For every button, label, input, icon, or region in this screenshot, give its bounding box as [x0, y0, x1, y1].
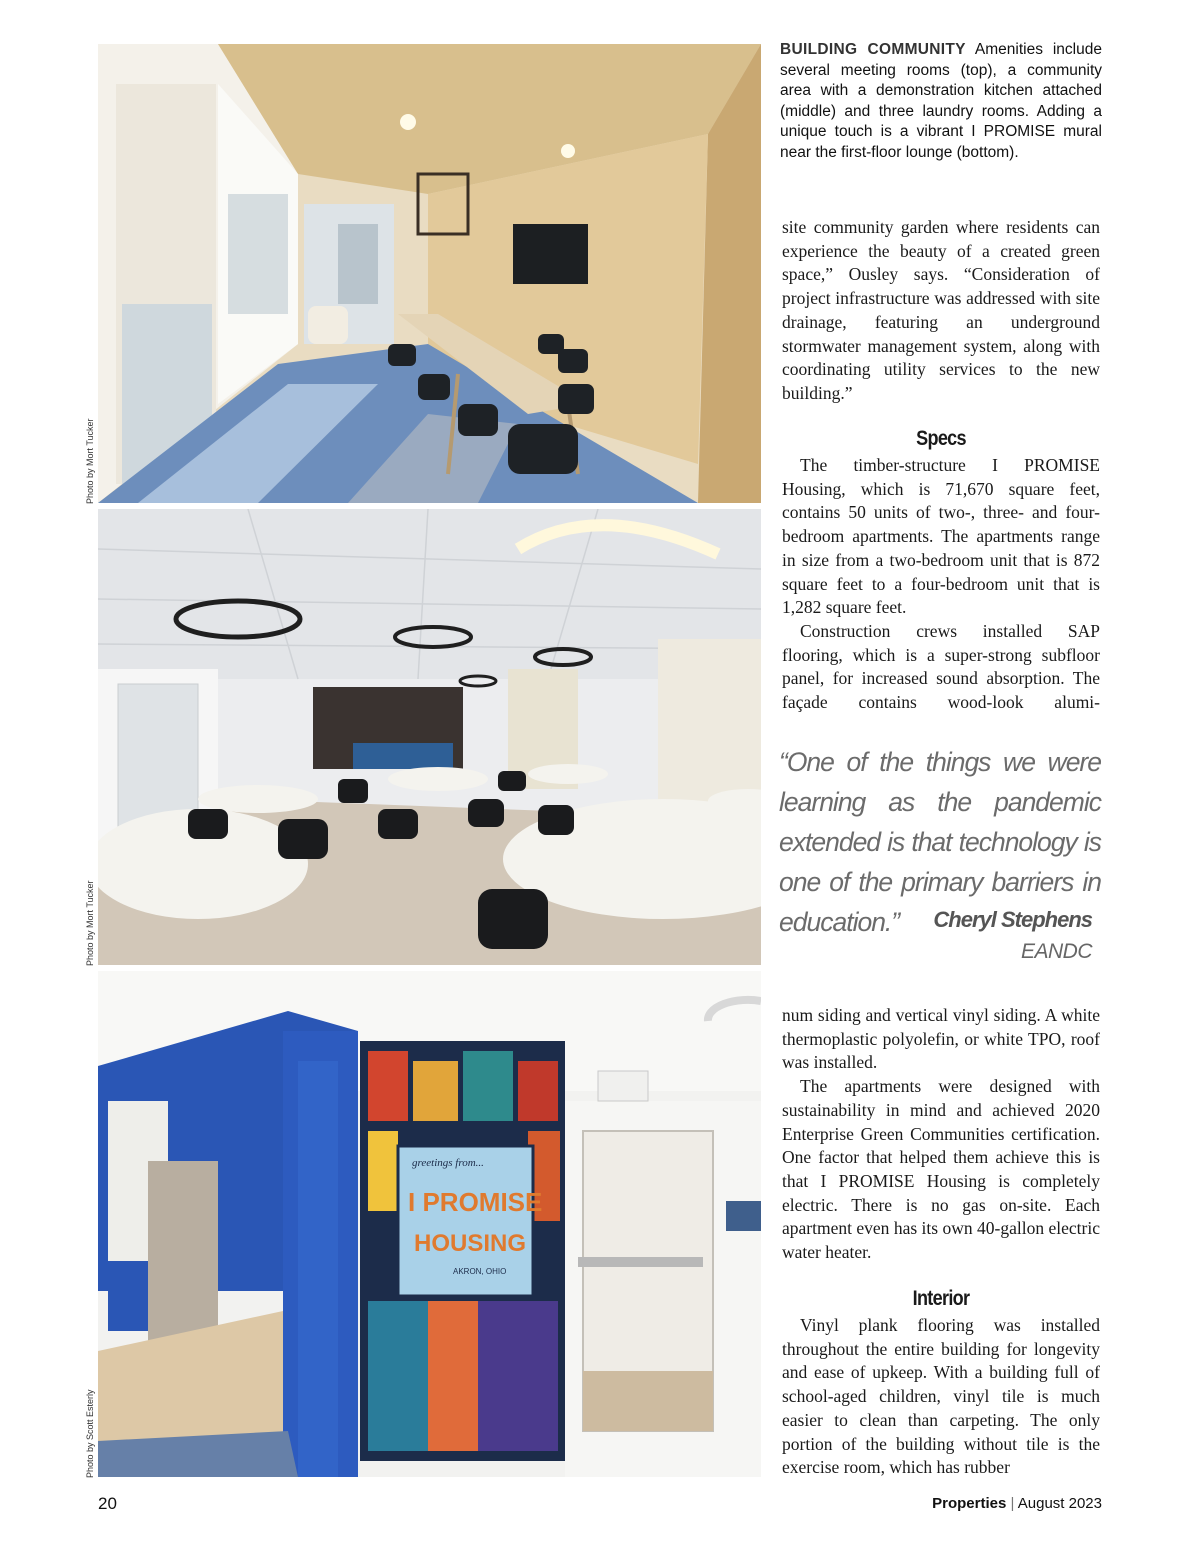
photo-mural [98, 971, 761, 1477]
section-heading-interior: Interior [912, 1287, 970, 1310]
article-block-1 [782, 216, 1100, 406]
photo-credit-1: Photo by Mort Tucker [85, 418, 95, 504]
page-number: 20 [98, 1494, 117, 1513]
photo-meeting-room [98, 44, 761, 503]
paragraph: Construction crews installed SAP flooring, which is a super-strong subfloor panel, for increased sound absorption. The façade contains wood-look alumi- [782, 620, 1100, 713]
pull-quote-attribution-name: Cheryl Stephens [933, 907, 1092, 932]
publication-name: Properties [932, 1495, 1007, 1512]
section-heading-specs: Specs [916, 427, 966, 450]
caption-text: Amenities include several meeting rooms (top), a community area with a demonstration kitchen attached (middle) and three laundry rooms. Adding a unique touch is a vibrant I PROMISE mural near the first-floor lounge (bottom). [780, 41, 1102, 161]
mural-subtitle: AKRON, OHIO [453, 1267, 507, 1276]
photo-credit-3: Photo by Scott Esterly [85, 1389, 95, 1478]
folio-separator: | [1010, 1495, 1015, 1512]
photo-caption [780, 40, 1102, 163]
paragraph: The apartments were designed with sustainability in mind and achieved 2020 Enterprise Green Communities certification. One factor that helped them achieve this is that I PROMISE Housing is completely electric. There is no gas on-site. Each apartment even has its own 40-gallon electric water heater. [782, 1076, 1100, 1263]
article-block-2 [782, 454, 1100, 715]
issue-date: August 2023 [1017, 1495, 1102, 1512]
pull-quote: “One of the things we were learning as the pandemic extended is that technology is one of the primary barriers in education.” [779, 747, 1101, 937]
article-block-4 [782, 1314, 1100, 1480]
article-block-3 [782, 1004, 1100, 1265]
folio [932, 1495, 1102, 1512]
paragraph: site community garden where residents can experience the beauty of a created green space,” Ousley says. “Consideration of project infrastructure was addressed with site drainage, featuring an underground stormwater management system, along with coordinating utility services to the new building.” [782, 217, 1100, 403]
mural-title-line1: I PROMISE [408, 1187, 543, 1217]
paragraph: Vinyl plank flooring was installed throughout the entire building for longevity and ease of upkeep. With a building full of school-aged children, vinyl tile is much easier to clean than carpeting. The only portion of the building without tile is the exercise room, which has rubber [782, 1315, 1100, 1478]
paragraph: The timber-structure I PROMISE Housing, which is 71,670 square feet, contains 50 units of two-, three- and four-bedroom apartments. The apartments range in size from a two-bedroom unit that is 872 square feet to a four-bedroom unit that is 1,282 square feet. [782, 455, 1100, 618]
caption-lead: BUILDING COMMUNITY [780, 41, 966, 58]
mural-title-line2: HOUSING [414, 1230, 527, 1257]
paragraph: num siding and vertical vinyl siding. A white thermoplastic polyolefin, or white TPO, roof was installed. [782, 1005, 1100, 1073]
photo-credit-2: Photo by Mort Tucker [85, 880, 95, 966]
pull-quote-attribution-org: EANDC [1020, 940, 1092, 963]
mural-greeting: greetings from... [412, 1157, 484, 1169]
photo-community-area [98, 509, 761, 965]
